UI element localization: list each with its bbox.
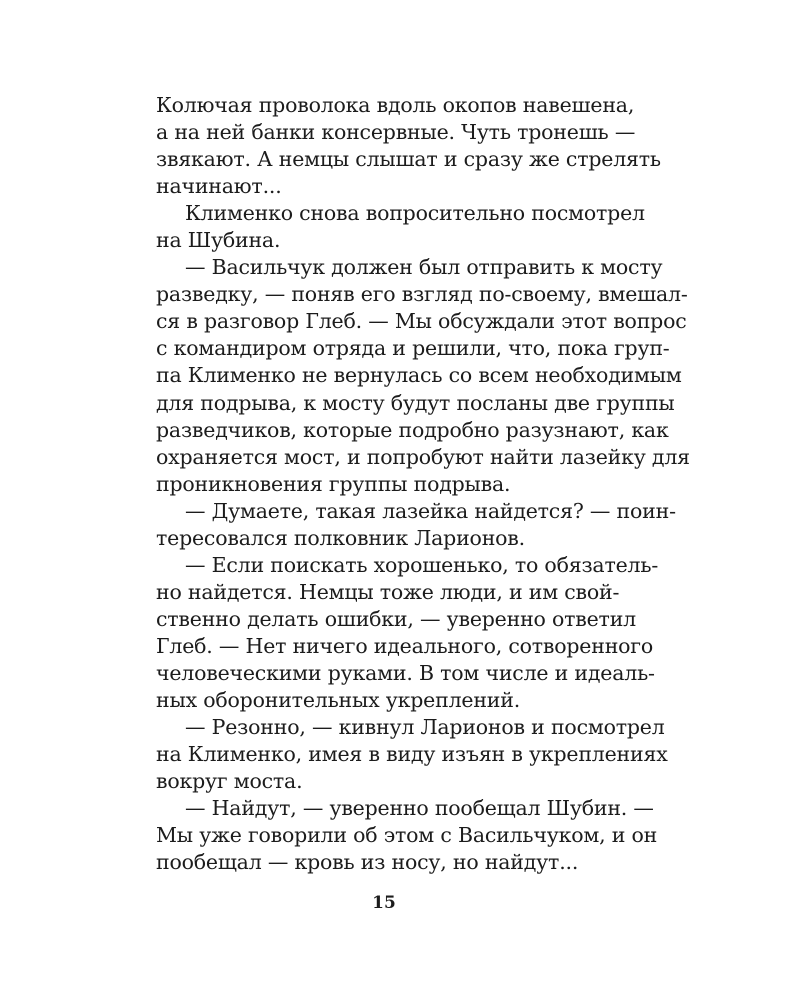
text-line: Мы уже говорили об этом с Васильчуком, и он bbox=[156, 823, 658, 848]
paragraph bbox=[156, 92, 661, 200]
paragraph bbox=[156, 498, 676, 552]
text-line: разведчиков, которые подробно разузнают, как bbox=[156, 417, 669, 442]
text-line: ных оборонительных укреплений. bbox=[156, 688, 521, 713]
text-line: на Шубина. bbox=[156, 228, 281, 253]
text-line: для подрыва, к мосту будут посланы две группы bbox=[156, 390, 675, 415]
text-line: — Если поискать хорошенько, то обязатель- bbox=[185, 552, 659, 577]
text-line: Колючая проволока вдоль окопов навешена, bbox=[156, 93, 635, 117]
text-line: па Клименко не вернулась со всем необходимым bbox=[156, 363, 682, 388]
text-line: звякают. А немцы слышат и сразу же стрелять bbox=[156, 147, 661, 172]
text-line: начинают... bbox=[156, 174, 282, 199]
text-line: тересовался полковник Ларионов. bbox=[156, 525, 525, 550]
text-line: охраняется мост, и попробуют найти лазейку для bbox=[156, 444, 690, 469]
paragraph bbox=[156, 200, 645, 254]
paragraph bbox=[156, 795, 658, 876]
paragraph bbox=[156, 552, 659, 714]
text-line: разведку, — поняв его взгляд по-своему, вмешал- bbox=[156, 282, 688, 307]
paragraph bbox=[156, 254, 690, 497]
text-line: ственно делать ошибки, — уверенно ответил bbox=[156, 606, 636, 631]
text-line: с командиром отряда и решили, что, пока груп- bbox=[156, 336, 670, 361]
text-line: а на ней банки консервные. Чуть тронешь — bbox=[156, 120, 636, 145]
text-line: проникновения группы подрыва. bbox=[156, 471, 511, 496]
text-line: Клименко снова вопросительно посмотрел bbox=[185, 201, 645, 226]
text-line: Глеб. — Нет ничего идеального, сотворенного bbox=[156, 633, 653, 658]
text-line: — Найдут, — уверенно пообещал Шубин. — bbox=[185, 796, 654, 821]
text-line: — Васильчук должен был отправить к мосту bbox=[185, 255, 663, 280]
text-line: вокруг моста. bbox=[156, 769, 303, 794]
body-text bbox=[156, 92, 690, 876]
text-line: ся в разговор Глеб. — Мы обсуждали этот вопрос bbox=[156, 309, 687, 334]
page-number: 15 bbox=[372, 893, 396, 913]
text-line: человеческими руками. В том числе и идеаль- bbox=[156, 660, 655, 685]
text-line: — Резонно, — кивнул Ларионов и посмотрел bbox=[185, 715, 665, 740]
text-line: на Клименко, имея в виду изъян в укреплениях bbox=[156, 742, 668, 767]
text-line: пообещал — кровь из носу, но найдут... bbox=[156, 850, 579, 875]
text-line: но найдется. Немцы тоже люди, и им свой- bbox=[156, 579, 620, 604]
paragraph bbox=[156, 714, 668, 795]
text-line: — Думаете, такая лазейка найдется? — поин- bbox=[185, 498, 676, 523]
